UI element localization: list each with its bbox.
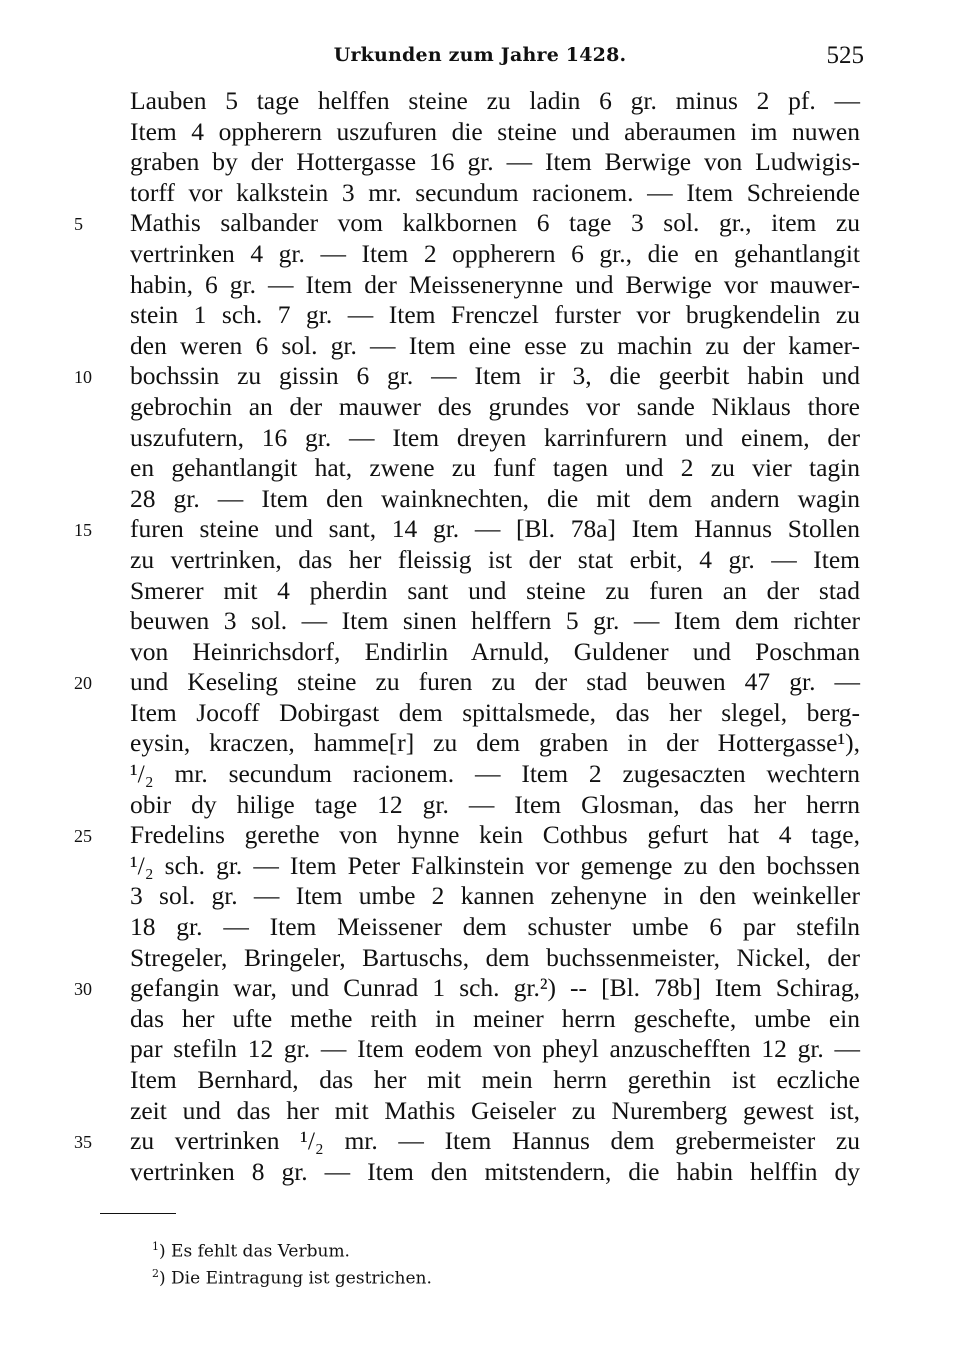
line-text: 28 gr. — Item den wainknechten, die mit dem andern wagin bbox=[130, 483, 860, 513]
line-text: gebrochin an der mauwer des grundes vor sande Niklaus thore bbox=[130, 391, 860, 421]
line-text: Stregeler, Bringeler, Bartuschs, dem buchssenmeister, Nickel, der bbox=[130, 942, 860, 972]
line-text: von Heinrichsdorf, Endirlin Arnuld, Guldener und Poschman bbox=[130, 636, 860, 666]
line-text: das her ufte methe reith in meiner herrn geschefte, umbe ein bbox=[130, 1003, 860, 1033]
text-line bbox=[130, 147, 860, 178]
text-line bbox=[74, 820, 860, 851]
footnote bbox=[152, 1236, 432, 1263]
line-text: 3 sol. gr. — Item umbe 2 kannen zehenyne in den weinkeller bbox=[130, 881, 860, 911]
line-text: obir dy hilige tage 12 gr. — Item Glosman, das her herrn bbox=[130, 789, 860, 819]
line-text: ¹/₂ sch. gr. — Item Peter Falkinstein vor gemenge zu den bochssen bbox=[130, 850, 860, 880]
line-text: en gehantlangit hat, zwene zu funf tagen und 2 zu vier tagin bbox=[130, 453, 860, 483]
text-line bbox=[130, 576, 860, 607]
line-text: Lauben 5 tage helffen steine zu ladin 6 gr. minus 2 pf. — bbox=[130, 86, 860, 115]
line-text: graben by der Hottergasse 16 gr. — Item Berwige von Ludwigis- bbox=[130, 147, 860, 177]
text-line bbox=[130, 178, 860, 209]
text-line bbox=[74, 1126, 860, 1157]
text-line bbox=[130, 1034, 860, 1065]
line-number: 15 bbox=[74, 520, 92, 541]
line-text: den weren 6 sol. gr. — Item eine esse zu machin zu der kamer- bbox=[130, 330, 860, 360]
text-line bbox=[130, 270, 860, 301]
line-text: zu vertrinken, das her fleissig ist der stat erbit, 4 gr. — Item bbox=[130, 544, 860, 574]
text-line bbox=[74, 973, 860, 1004]
footnote bbox=[152, 1263, 432, 1290]
footnote-text: Es fehlt das Verbum. bbox=[171, 1241, 350, 1262]
footnote-text: Die Eintragung ist gestrichen. bbox=[171, 1268, 432, 1289]
line-text: eysin, kraczen, hamme[r] zu dem graben in der Hottergasse¹), bbox=[130, 728, 860, 758]
line-text: bochssin zu gissin 6 gr. — Item ir 3, die geerbit habin und bbox=[130, 361, 860, 391]
running-title: Urkunden zum Jahre 1428. bbox=[333, 44, 627, 66]
text-line bbox=[130, 423, 860, 454]
text-line bbox=[130, 728, 860, 759]
line-number: 35 bbox=[74, 1132, 92, 1153]
footnote-paren: ) bbox=[159, 1268, 172, 1289]
text-line bbox=[130, 1096, 860, 1127]
text-line bbox=[130, 331, 860, 362]
text-line bbox=[130, 790, 860, 821]
footnote-mark: 2 bbox=[152, 1266, 159, 1280]
text-line bbox=[130, 606, 860, 637]
line-text: uszufutern, 16 gr. — Item dreyen karrinfurern und einem, der bbox=[130, 422, 860, 452]
line-text: Smerer mit 4 pherdin sant und steine zu furen an der stad bbox=[130, 575, 860, 605]
line-text: zeit und das her mit Mathis Geiseler zu Nuremberg gewest ist, bbox=[130, 1095, 860, 1125]
line-number: 10 bbox=[74, 367, 92, 388]
page-number: 525 bbox=[826, 42, 864, 69]
footnotes bbox=[152, 1236, 432, 1289]
text-line bbox=[130, 943, 860, 974]
line-text: vertrinken 8 gr. — Item den mitstendern, die habin helffin dy bbox=[130, 1156, 860, 1186]
body-text bbox=[74, 86, 860, 1187]
text-line bbox=[130, 698, 860, 729]
text-line bbox=[74, 514, 860, 545]
text-line bbox=[130, 392, 860, 423]
line-text: und Keseling steine zu furen zu der stad beuwen 47 gr. — bbox=[130, 667, 860, 697]
footnote-divider bbox=[100, 1213, 176, 1214]
text-line bbox=[130, 851, 860, 882]
text-line bbox=[130, 1065, 860, 1096]
line-text: 18 gr. — Item Meissener dem schuster umbe 6 par stefiln bbox=[130, 912, 860, 942]
line-text: beuwen 3 sol. — Item sinen helffern 5 gr. — Item dem richter bbox=[130, 606, 860, 636]
text-line bbox=[130, 453, 860, 484]
text-line bbox=[74, 361, 860, 392]
text-line bbox=[130, 637, 860, 668]
line-text: Mathis salbander vom kalkbornen 6 tage 3 sol. gr., item zu bbox=[130, 208, 860, 238]
line-text: Item Jocoff Dobirgast dem spittalsmede, das her slegel, berg- bbox=[130, 697, 860, 727]
text-line bbox=[130, 912, 860, 943]
text-line bbox=[74, 667, 860, 698]
text-line bbox=[130, 759, 860, 790]
line-text: habin, 6 gr. — Item der Meissenerynne und Berwige vor mauwer- bbox=[130, 269, 860, 299]
line-text: Item Bernhard, das her mit mein herrn gerethin ist eczliche bbox=[130, 1065, 860, 1094]
line-text: vertrinken 4 gr. — Item 2 oppherern 6 gr., die en gehantlangit bbox=[130, 238, 860, 268]
text-line bbox=[130, 484, 860, 515]
line-text: Item 4 oppherern uszufuren die steine und aberaumen im nuwen bbox=[130, 116, 860, 146]
text-line bbox=[130, 86, 860, 117]
line-text: zu vertrinken ¹/₂ mr. — Item Hannus dem grebermeister zu bbox=[130, 1126, 860, 1156]
line-number: 30 bbox=[74, 979, 92, 1000]
text-line bbox=[130, 545, 860, 576]
line-text: furen steine und sant, 14 gr. — [Bl. 78a] Item Hannus Stollen bbox=[130, 514, 860, 544]
page-header bbox=[0, 40, 960, 74]
line-number: 5 bbox=[74, 214, 83, 235]
text-line bbox=[130, 117, 860, 148]
footnote-paren: ) bbox=[159, 1241, 172, 1262]
line-text: Fredelins gerethe von hynne kein Cothbus gefurt hat 4 tage, bbox=[130, 820, 860, 850]
text-line bbox=[130, 300, 860, 331]
footnote-mark: 1 bbox=[152, 1240, 159, 1253]
line-text: torff vor kalkstein 3 mr. secundum racionem. — Item Schreiende bbox=[130, 177, 860, 207]
line-text: stein 1 sch. 7 gr. — Item Frenczel furster vor brugkendelin zu bbox=[130, 300, 860, 330]
line-number: 25 bbox=[74, 826, 92, 847]
text-line bbox=[130, 1004, 860, 1035]
line-number: 20 bbox=[74, 673, 92, 694]
text-line bbox=[74, 208, 860, 239]
text-line bbox=[130, 881, 860, 912]
text-line bbox=[130, 239, 860, 270]
line-text: ¹/₂ mr. secundum racionem. — Item 2 zugesaczten wechtern bbox=[130, 759, 860, 789]
text-line bbox=[130, 1157, 860, 1188]
line-text: par stefiln 12 gr. — Item eodem von pheyl anzuschefften 12 gr. — bbox=[130, 1034, 860, 1064]
line-text: gefangin war, und Cunrad 1 sch. gr.²) -- [Bl. 78b] Item Schirag, bbox=[130, 973, 860, 1003]
